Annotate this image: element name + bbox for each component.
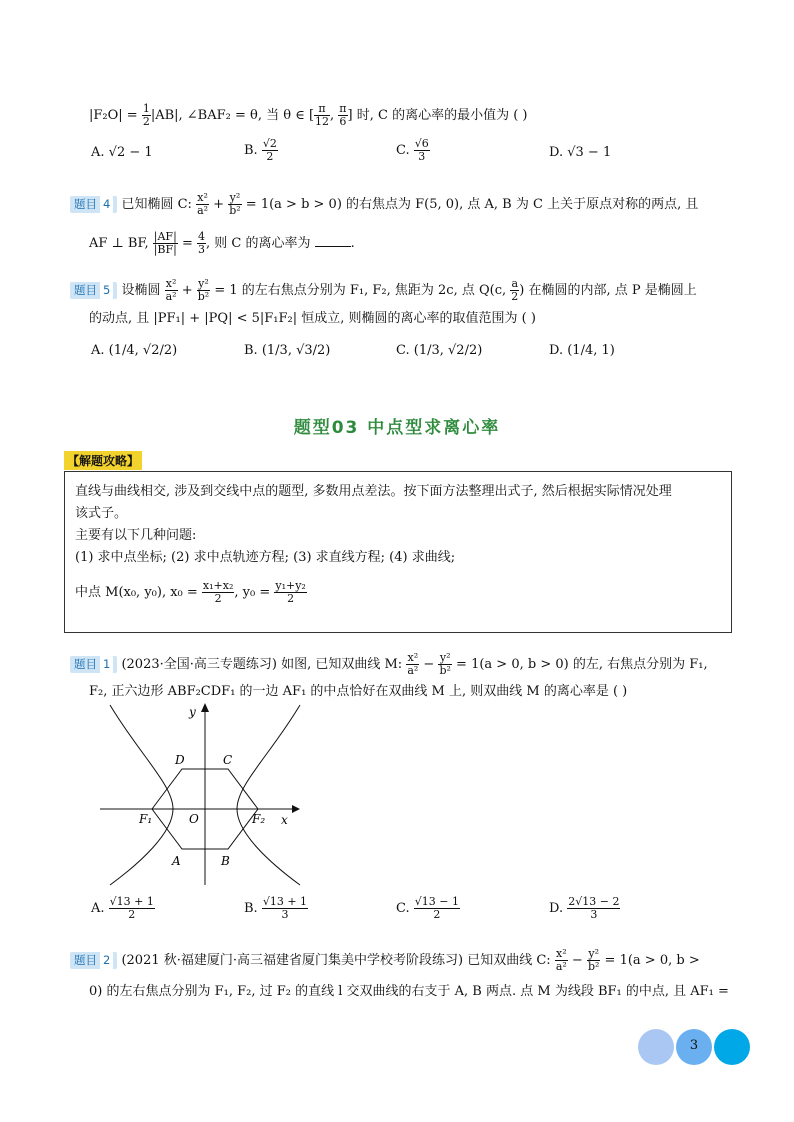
- question-tag: 题目 4: [70, 196, 117, 213]
- q3-option-b[interactable]: B. $\frac{√2}{2}$: [244, 137, 277, 163]
- e1-option-d[interactable]: D. $\frac{2√13 - 2}{3}$: [549, 895, 620, 921]
- midpoint-formula: 中点 M(x₀, y₀), x₀ = $\frac{\text{x₁+x₂}}{2}$ , y₀ = $\frac{\text{y₁+y₂}}{2}$: [75, 579, 306, 605]
- e1-line-1: 题目 1 (2023·全国·高三专题练习) 如图, 已知双曲线 M: $\frac{\text{x²}}{\text{a²}}$ − $\frac{\text{y²}}{\text{b²}}$ = 1(a > 0, b > 0) 的左, 右焦点分别为 F₁,: [70, 652, 708, 677]
- q3-option-d[interactable]: D. √3 − 1: [549, 145, 612, 160]
- q5-line-1: 题目 5 设椭圆 $\frac{\text{x²}}{\text{a²}}$ + $\frac{\text{y²}}{\text{b²}}$ = 1 的左右焦点分别为 F₁, F₂, 焦距为 2c, 点 Q(c, $\frac{a}{2}$ ) 在椭圆的内部, 点 P 是椭圆上: [70, 278, 697, 303]
- label-x: x: [281, 813, 288, 827]
- q4-line-2: AF ⊥ BF, $\frac{|AF|}{|BF|}$ = $\frac{4}{3}$ , 则 C 的离心率为 .: [89, 230, 355, 256]
- hyperbola-left-branch: [110, 705, 173, 885]
- hyperbola-figure: [95, 700, 310, 890]
- strategy-label: 【解题攻略】: [64, 451, 142, 470]
- question-tag: 题目 2: [70, 952, 117, 969]
- label-a: A: [172, 854, 181, 868]
- q5-option-a[interactable]: A. (1/4, √2/2): [91, 343, 178, 358]
- label-o: O: [189, 812, 199, 826]
- label-d: D: [175, 753, 185, 767]
- answer-blank[interactable]: [315, 246, 351, 247]
- q5-option-d[interactable]: D. (1/4, 1): [549, 343, 615, 358]
- e1-option-b[interactable]: B. $\frac{√13 + 1}{3}$: [244, 895, 308, 921]
- strategy-box: 直线与曲线相交, 涉及到交线中点的题型, 多数用点差法。按下面方法整理出式子, 然后根据实际情况处理 该式子。 主要有以下几种问题: (1) 求中点坐标; (2) 求中点轨迹方程; (3) 求直线方程; (4) 求曲线; 中点 M(x₀, y₀), x₀ = $\frac{\text{x₁+x₂}}{2}$ , y₀ = $\frac{\text{y₁+y₂}}{2}$: [64, 471, 732, 633]
- q3-option-c[interactable]: C. $\frac{√6}{3}$: [396, 137, 429, 163]
- y-axis-arrow: [201, 703, 209, 712]
- fraction-half: $\frac{1}{2}$: [142, 102, 150, 128]
- label-c: C: [223, 753, 233, 767]
- question-tag: 题目 1: [70, 656, 117, 673]
- fraction-pi-12: $\frac{\pi}{12}$: [315, 102, 330, 128]
- q4-line-1: 题目 4 已知椭圆 C: $\frac{\text{x²}}{\text{a²}}$ + $\frac{\text{y²}}{\text{b²}}$ = 1(a > b > 0) 的右焦点为 F(5, 0), 点 A, B 为 C 上关于原点对称的两点, 且: [70, 192, 698, 217]
- e2-line-2: 0) 的左右焦点分别为 F₁, F₂, 过 F₂ 的直线 l 交双曲线的右支于 A, B 两点. 点 M 为线段 BF₁ 的中点, 且 AF₁ =: [89, 984, 729, 999]
- q3-option-a[interactable]: A. √2 − 1: [91, 145, 153, 160]
- e1-line-2: F₂, 正六边形 ABF₂CDF₁ 的一边 AF₁ 的中点恰好在双曲线 M 上, 则双曲线 M 的离心率是 ( ): [89, 684, 628, 699]
- page-number: 3: [689, 1038, 699, 1053]
- q3-condition-line: |F₂O| = $\frac{1}{2}$ |AB|, ∠BAF₂ = θ, 当 θ ∈ [ $\frac{\pi}{12}$ , $\frac{\pi}{6}$ ] 时, C 的离心率的最小值为 ( ): [89, 102, 528, 128]
- label-f1: F₁: [139, 812, 153, 826]
- q5-line-2: 的动点, 且 |PF₁| + |PQ| < 5|F₁F₂| 恒成立, 则椭圆的离心率的取值范围为 ( ): [89, 311, 536, 326]
- x-axis-arrow: [292, 805, 300, 813]
- fraction-pi-6: $\frac{\pi}{6}$: [339, 102, 347, 128]
- page-decor-circle-left: [638, 1029, 674, 1065]
- label-y: y: [189, 705, 196, 719]
- label-b: B: [221, 854, 230, 868]
- e2-line-1: 题目 2 (2021 秋·福建厦门·高三福建省厦门集美中学校考阶段练习) 已知双曲线 C: $\frac{\text{x²}}{\text{a²}}$ − $\frac{\text{y²}}{\text{b²}}$ = 1(a > 0, b >: [70, 948, 700, 973]
- e1-option-c[interactable]: C. $\frac{√13 - 1}{2}$: [396, 895, 459, 921]
- question-tag: 题目 5: [70, 282, 117, 299]
- section-title: 题型03 中点型求离心率: [293, 418, 501, 438]
- q5-option-c[interactable]: C. (1/3, √2/2): [396, 343, 483, 358]
- hyperbola-right-branch: [237, 705, 300, 885]
- q5-option-b[interactable]: B. (1/3, √3/2): [244, 343, 331, 358]
- label-f2: F₂: [252, 812, 266, 826]
- page-decor-circle-right: [714, 1029, 750, 1065]
- e1-option-a[interactable]: A. $\frac{√13 + 1}{2}$: [91, 895, 154, 921]
